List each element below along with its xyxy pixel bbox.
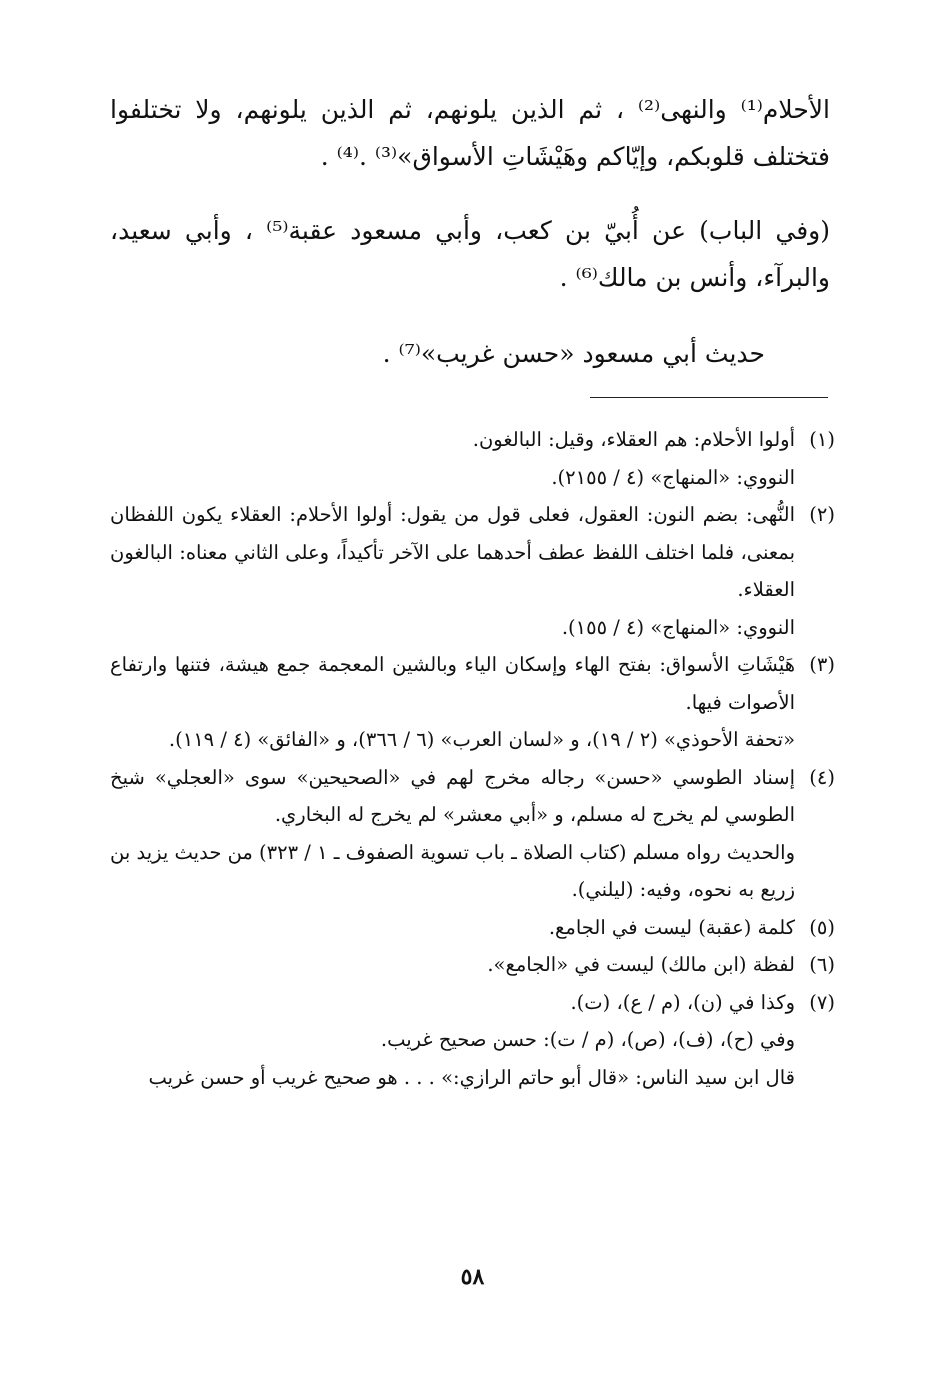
main-paragraph-2: (وفي الباب) عن أُبيّ بن كعب، وأبي مسعود عقبة⁽⁵⁾ ، وأبي سعيد، والبرآء، وأنس بن مالك⁽⁶⁾ . bbox=[110, 216, 830, 292]
footnote-5 bbox=[110, 909, 835, 947]
footnote-7-quote: قال ابن سيد الناس: «قال أبو حاتم الرازي:» . . . هو صحيح غريب أو حسن غريب bbox=[148, 1065, 795, 1089]
footnote-text: إسناد الطوسي «حسن» رجاله مخرج لهم في «الصحيحين» سوى «العجلي» شيخ الطوسي لم يخرج له مسلم، و «أبي معشر» لم يخرج له البخاري. bbox=[110, 765, 795, 826]
footnote-2-source: النووي: «المنهاج» (٤ / ١٥٥). bbox=[561, 615, 795, 639]
footnote-number: (٧) bbox=[809, 990, 835, 1014]
footnote-number: (٥) bbox=[809, 915, 835, 939]
footnote-text: النُّهى: بضم النون: العقول، فعلى قول من يقول: أولوا الأحلام: العقلاء يكون اللفظان بمعنى، فلما اختلف اللفظ عطف أحدهما على الآخر تأكيداً، وعلى الثاني معناه: البالغون العقلاء. bbox=[110, 503, 795, 601]
footnote-7 bbox=[110, 984, 835, 1022]
footnote-number: (٦) bbox=[809, 953, 835, 976]
footnote-text: كلمة (عقبة) ليست في الجامع. bbox=[548, 915, 795, 939]
footnote-number: (١) bbox=[809, 428, 835, 451]
footnote-text: لفظة (ابن مالك) ليست في «الجامع». bbox=[487, 953, 795, 976]
footnote-6 bbox=[110, 946, 835, 984]
footnote-3 bbox=[110, 646, 835, 721]
footnote-4-source: والحديث رواه مسلم (كتاب الصلاة ـ باب تسوية الصفوف ـ ١ / ٣٢٣) من حديث يزيد بن زريع به نحوه، وفيه: (ليلني). bbox=[109, 840, 795, 901]
footnote-text: وكذا في (ن)، (م / ع)، (ت). bbox=[570, 990, 795, 1014]
footnote-text: هَيْشَاتِ الأسواق: بفتح الهاء وإسكان الياء وبالشين المعجمة جمع هيشة، فتنها وارتفاع الأصوات فيها. bbox=[110, 653, 795, 714]
main-paragraph-1: الأحلام⁽¹⁾ والنهى⁽²⁾ ، ثم الذين يلونهم، ثم الذين يلونهم، ولا تختلفوا فتختلف قلوبكم، وإيّاكم وهَيْشَاتِ الأسواق»⁽³⁾ .⁽⁴⁾ . bbox=[110, 95, 830, 171]
main-paragraph-3: حديث أبي مسعود «حسن غريب»⁽⁷⁾ . bbox=[382, 339, 765, 368]
footnote-2 bbox=[110, 496, 835, 609]
footnote-number: (٣) bbox=[809, 653, 835, 676]
footnote-1 bbox=[110, 421, 835, 459]
footnote-3-source: «تحفة الأحوذي» (٢ / ١٩)، و «لسان العرب» (٦ / ٣٦٦)، و «الفائق» (٤ / ١١٩). bbox=[168, 728, 795, 751]
footnote-7-variant: وفي (ح)، (ف)، (ص)، (م / ت): حسن صحيح غريب. bbox=[380, 1028, 795, 1051]
footnote-text: أولوا الأحلام: هم العقلاء، وقيل: البالغون. bbox=[472, 428, 795, 451]
footnote-number: (٢) bbox=[809, 503, 835, 526]
footnote-1-source: النووي: «المنهاج» (٤ / ٢١٥٥). bbox=[551, 465, 795, 489]
footnote-number: (٤) bbox=[809, 765, 835, 789]
footnote-4 bbox=[110, 759, 835, 834]
page-number: ٥٨ bbox=[460, 1264, 485, 1290]
footnotes-section bbox=[110, 421, 835, 1096]
footnote-divider bbox=[590, 397, 828, 398]
